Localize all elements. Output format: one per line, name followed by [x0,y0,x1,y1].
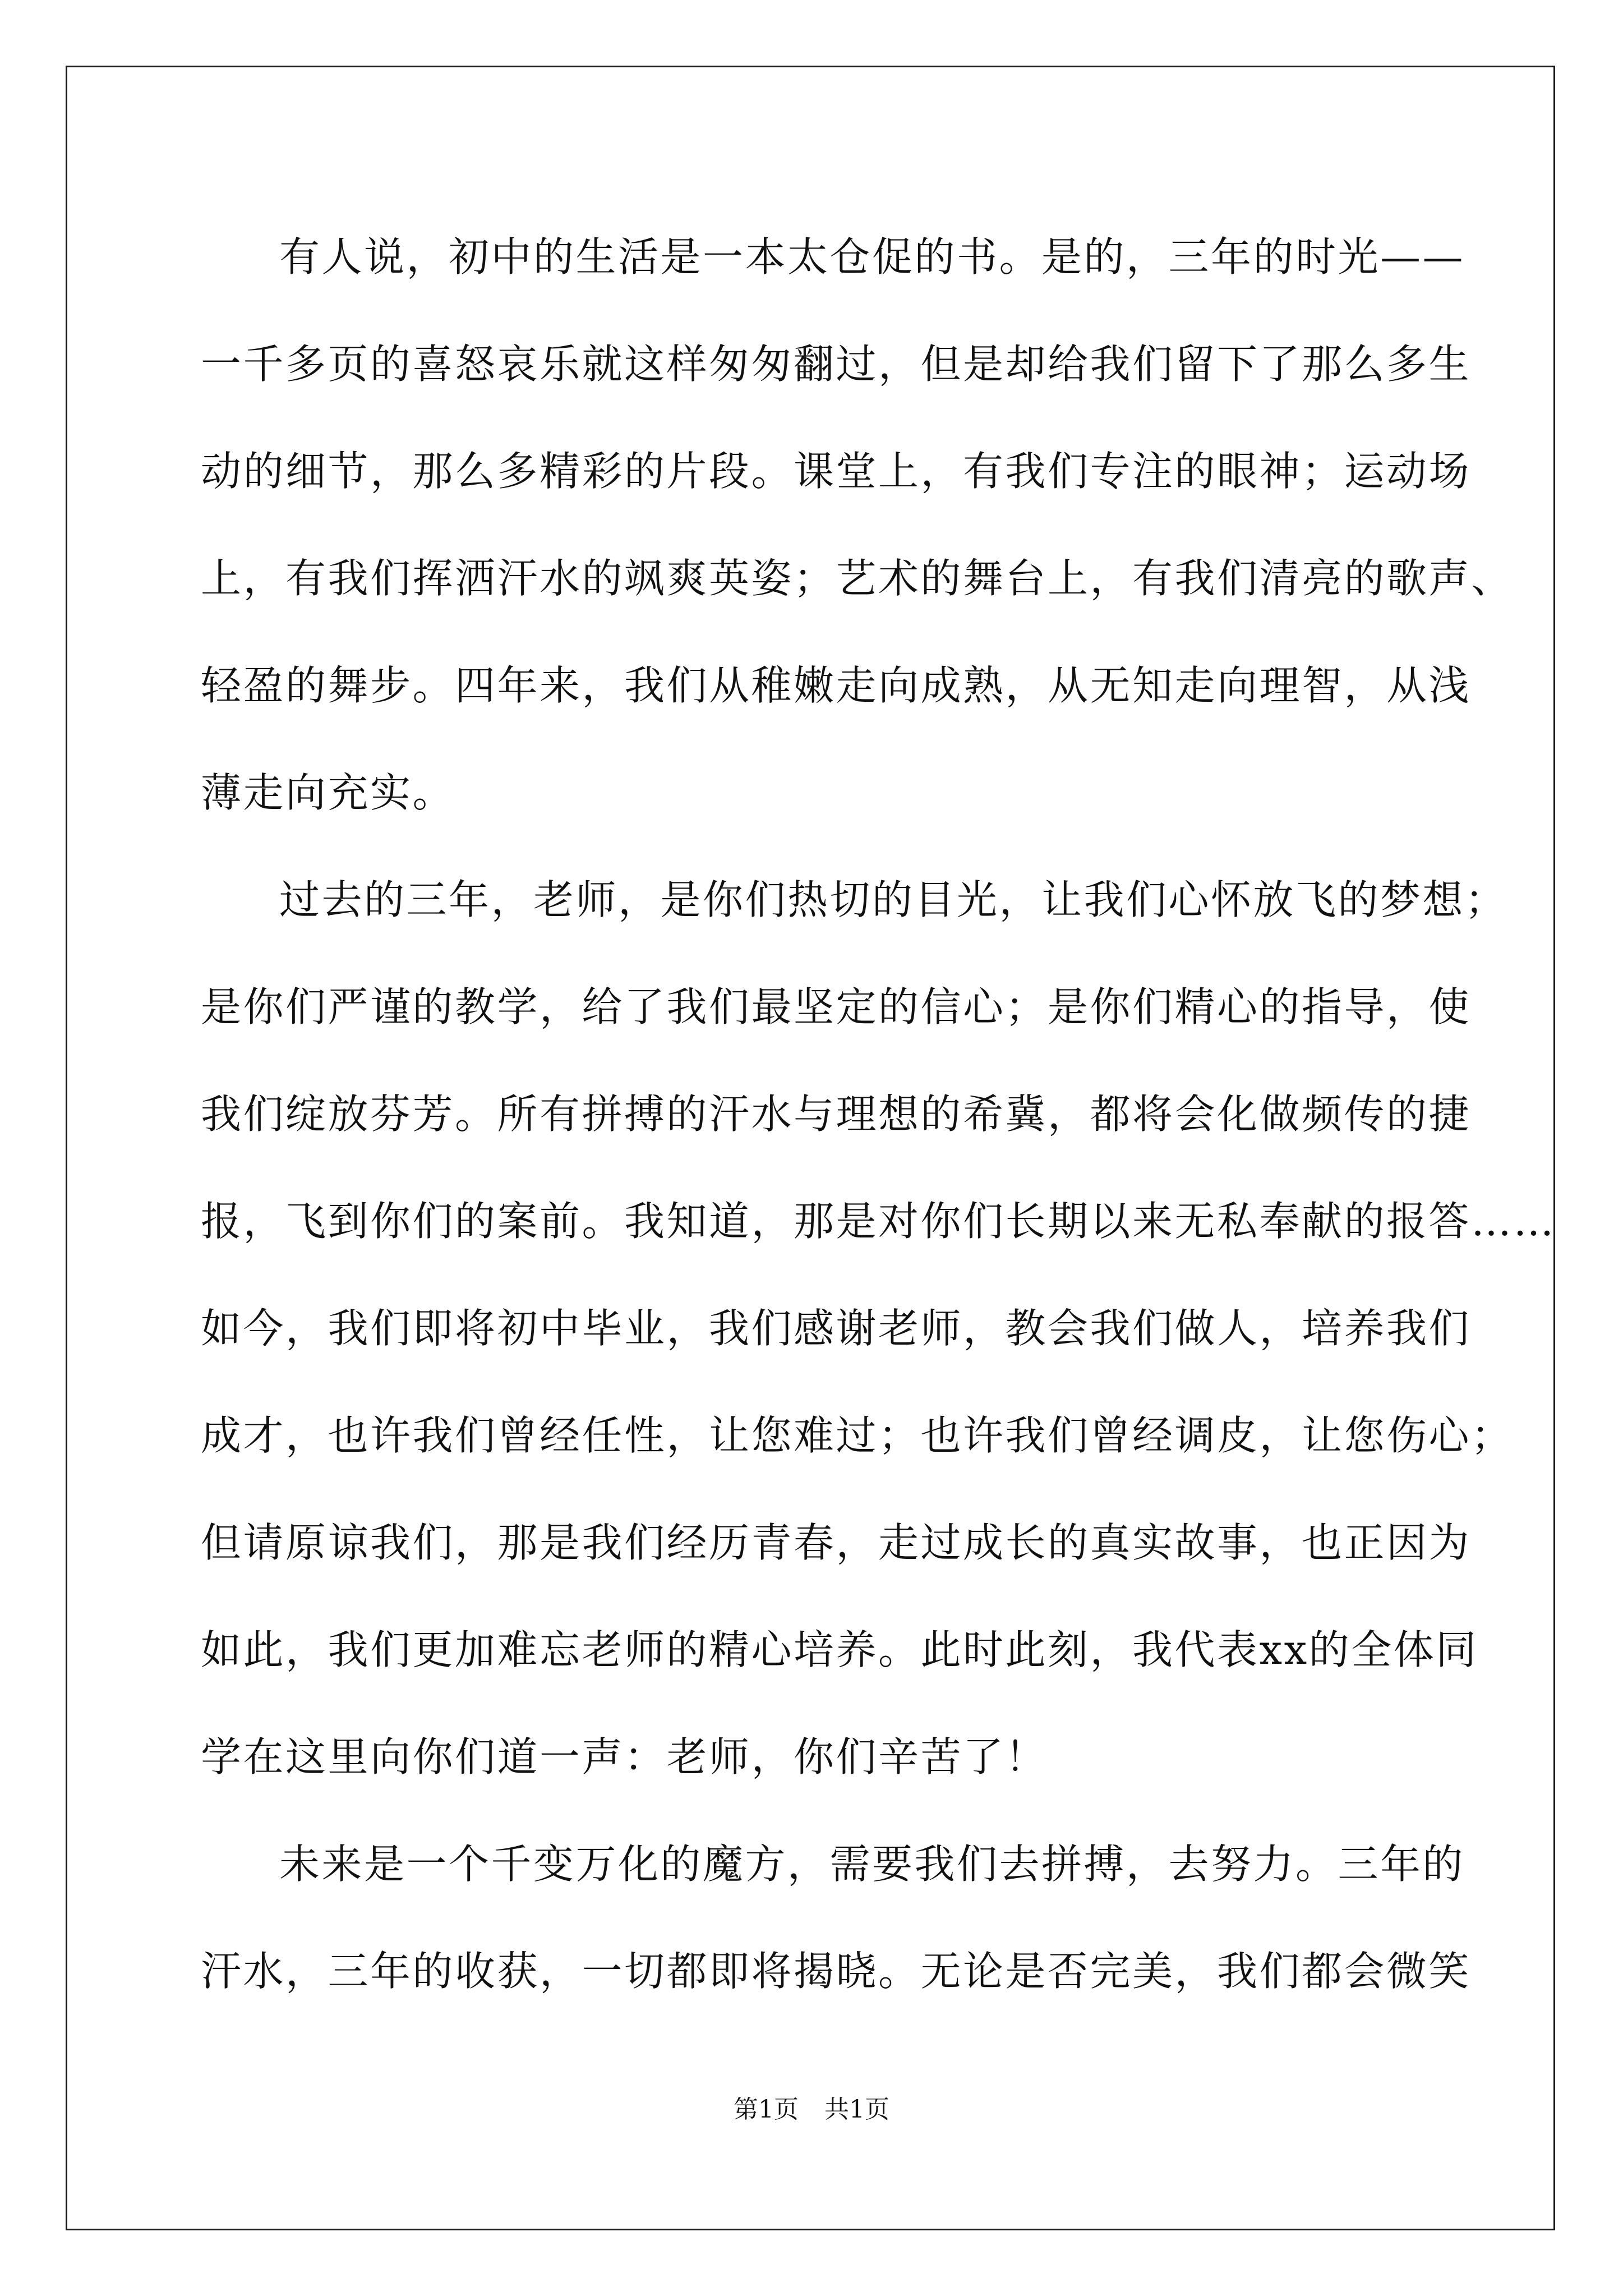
paragraph-1-line-5: 轻盈的舞步。四年来，我们从稚嫩走向成熟，从无知走向理智，从浅 [201,662,1472,709]
paragraph-2-line-6: 成才，也许我们曾经任性，让您难过；也许我们曾经调皮，让您伤心； [201,1412,1514,1459]
page-number-total: 共1页 [824,2095,889,2124]
paragraph-3-line-1: 未来是一个千变万化的魔方，需要我们去拼搏，去努力。三年的 [279,1841,1465,1888]
paragraph-2-line-2: 是你们严谨的教学，给了我们最坚定的信心；是你们精心的指导，使 [201,983,1472,1030]
paragraph-2-line-9: 学在这里向你们道一声：老师，你们辛苦了！ [201,1733,1048,1780]
paragraph-1-line-2: 一千多页的喜怒哀乐就这样匆匆翻过，但是却给我们留下了那么多生 [201,341,1472,388]
paragraph-1-line-6: 薄走向充实。 [201,769,455,816]
document-body [201,204,1556,2025]
paragraph-2-line-4: 报，飞到你们的案前。我知道，那是对你们长期以来无私奉献的报答…… [201,1198,1556,1245]
paragraph-1-line-4: 上，有我们挥洒汗水的飒爽英姿；艺术的舞台上，有我们清亮的歌声、 [201,555,1514,602]
page-footer [0,2093,1623,2127]
paragraph-2-line-1: 过去的三年，老师，是你们热切的目光，让我们心怀放飞的梦想； [279,876,1507,923]
paragraph-2-line-3: 我们绽放芬芳。所有拼搏的汗水与理想的希冀，都将会化做频传的捷 [201,1091,1472,1138]
paragraph-2-line-7: 但请原谅我们，那是我们经历青春，走过成长的真实故事，也正因为 [201,1519,1472,1566]
page-number-current: 第1页 [734,2095,799,2124]
paragraph-2-line-8: 如此，我们更加难忘老师的精心培养。此时此刻，我代表xx的全体同 [201,1626,1478,1673]
paragraph-3-line-2: 汗水，三年的收获，一切都即将揭晓。无论是否完美，我们都会微笑 [201,1948,1472,1995]
paragraph-1-line-3: 动的细节，那么多精彩的片段。课堂上，有我们专注的眼神；运动场 [201,448,1472,495]
paragraph-2-line-5: 如今，我们即将初中毕业，我们感谢老师，教会我们做人，培养我们 [201,1305,1472,1352]
paragraph-1-line-1: 有人说，初中的生活是一本太仓促的书。是的，三年的时光—— [279,233,1465,280]
